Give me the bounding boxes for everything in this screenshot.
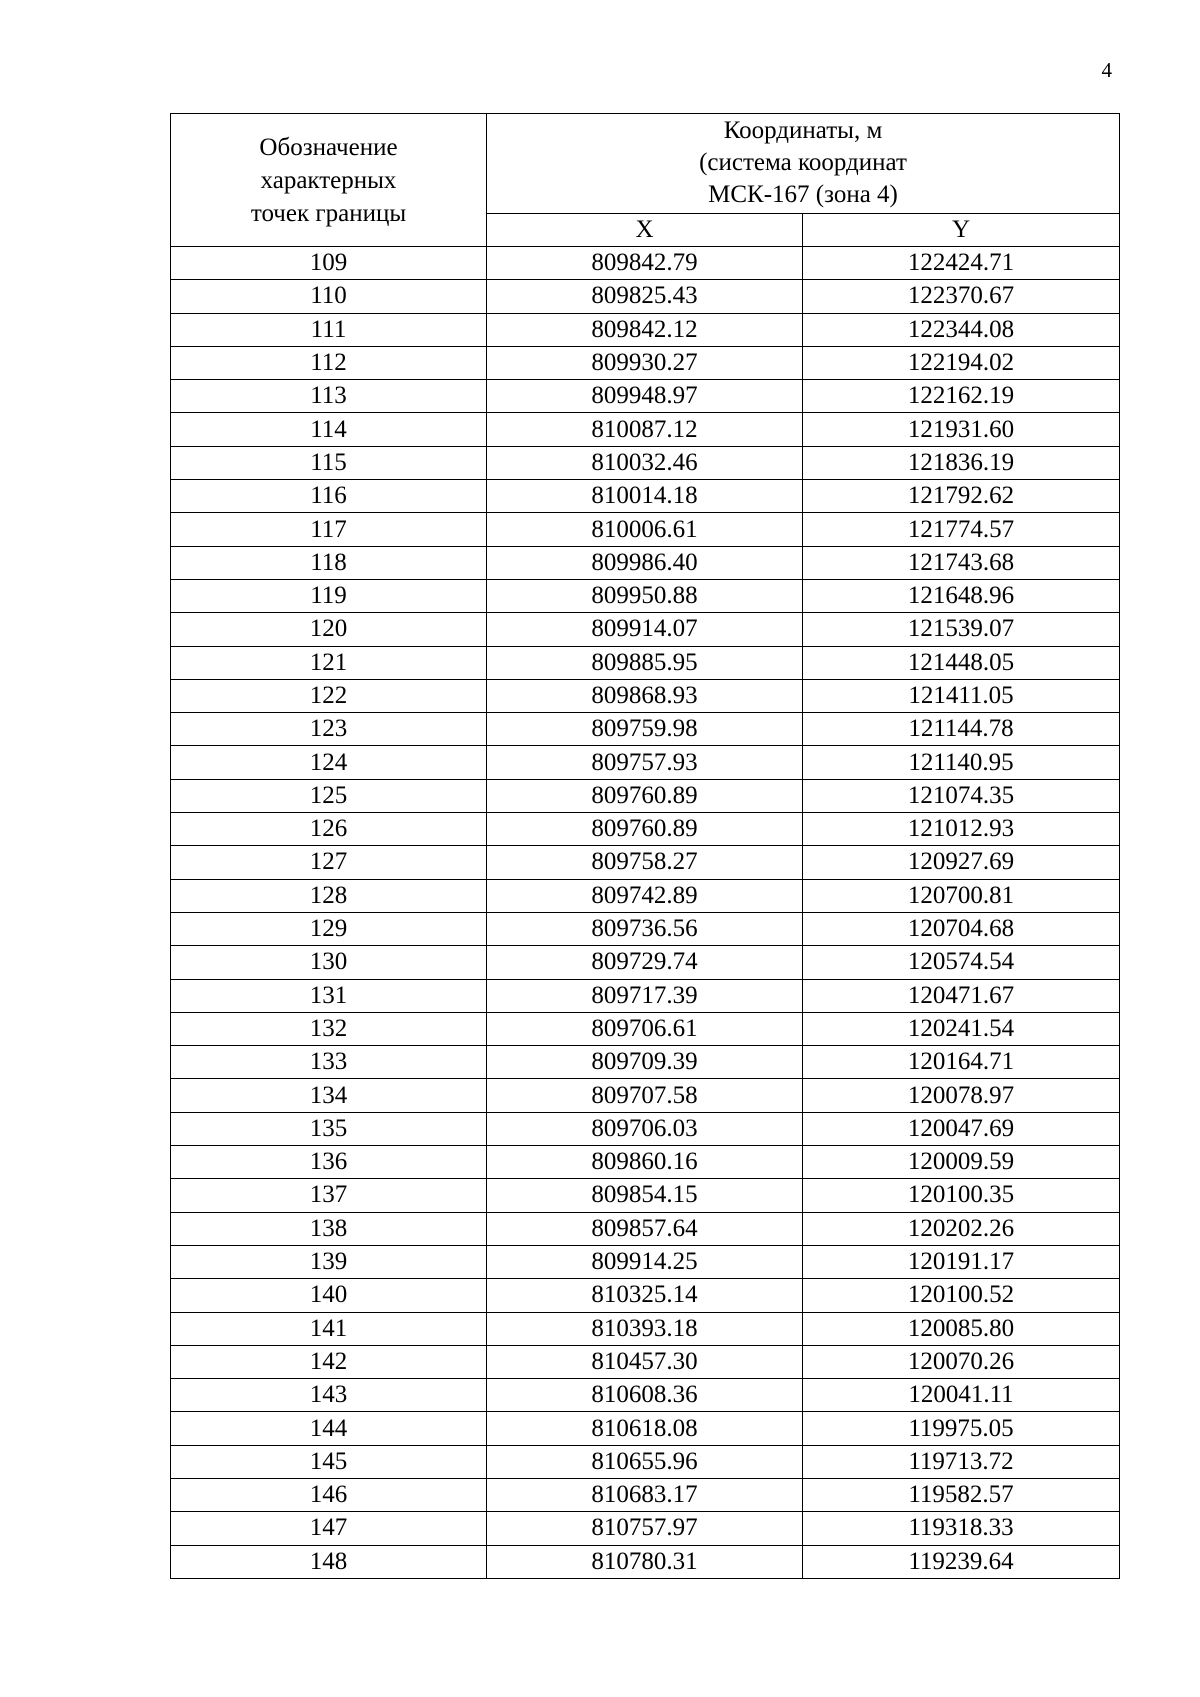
y-cell: 119582.57: [803, 1478, 1120, 1511]
y-cell: 121074.35: [803, 779, 1120, 812]
point-cell: 143: [171, 1379, 487, 1412]
y-cell: 122194.02: [803, 346, 1120, 379]
y-cell: 120100.35: [803, 1179, 1120, 1212]
x-cell: 809729.74: [487, 946, 803, 979]
x-cell: 810014.18: [487, 480, 803, 513]
table-row: [171, 579, 1120, 612]
table-row: [171, 1312, 1120, 1345]
x-cell: 810087.12: [487, 413, 803, 446]
x-cell: 810780.31: [487, 1545, 803, 1578]
point-header-line: Обозначение: [259, 133, 398, 161]
x-cell: 809868.93: [487, 679, 803, 712]
x-cell: 809914.25: [487, 1245, 803, 1278]
y-cell: 119975.05: [803, 1412, 1120, 1445]
x-cell: 809736.56: [487, 912, 803, 945]
x-cell: 809757.93: [487, 746, 803, 779]
table-row: [171, 1146, 1120, 1179]
y-cell: 120078.97: [803, 1079, 1120, 1112]
x-cell: 809854.15: [487, 1179, 803, 1212]
point-cell: 145: [171, 1445, 487, 1478]
y-cell: 121012.93: [803, 813, 1120, 846]
point-cell: 131: [171, 979, 487, 1012]
y-cell: 120100.52: [803, 1279, 1120, 1312]
x-cell: 809948.97: [487, 380, 803, 413]
coordinates-column-header: [487, 114, 1120, 214]
table-row: [171, 613, 1120, 646]
point-cell: 146: [171, 1478, 487, 1511]
x-column-header: X: [487, 213, 803, 246]
table-row: [171, 1245, 1120, 1278]
point-cell: 140: [171, 1279, 487, 1312]
y-cell: 121648.96: [803, 579, 1120, 612]
y-cell: 119239.64: [803, 1545, 1120, 1578]
x-cell: 809760.89: [487, 779, 803, 812]
table-row: [171, 946, 1120, 979]
point-cell: 112: [171, 346, 487, 379]
y-cell: 120070.26: [803, 1345, 1120, 1378]
y-cell: 120085.80: [803, 1312, 1120, 1345]
x-cell: 809885.95: [487, 646, 803, 679]
table-row: [171, 247, 1120, 280]
table-row: [171, 1079, 1120, 1112]
table-row: [171, 546, 1120, 579]
point-cell: 129: [171, 912, 487, 945]
point-cell: 138: [171, 1212, 487, 1245]
point-cell: 125: [171, 779, 487, 812]
table-header: [171, 114, 1120, 247]
y-cell: 121774.57: [803, 513, 1120, 546]
table-row: [171, 513, 1120, 546]
y-cell: 122370.67: [803, 280, 1120, 313]
x-cell: 810393.18: [487, 1312, 803, 1345]
coords-header-line: (система координат: [699, 149, 907, 177]
table-row: [171, 1379, 1120, 1412]
x-cell: 809758.27: [487, 846, 803, 879]
x-cell: 809857.64: [487, 1212, 803, 1245]
y-cell: 120202.26: [803, 1212, 1120, 1245]
point-cell: 117: [171, 513, 487, 546]
x-cell: 809950.88: [487, 579, 803, 612]
table-row: [171, 413, 1120, 446]
y-column-header: Y: [803, 213, 1120, 246]
coords-header-line: МСК-167 (зона 4): [708, 181, 898, 209]
table-row: [171, 1478, 1120, 1511]
point-cell: 118: [171, 546, 487, 579]
x-cell: 809717.39: [487, 979, 803, 1012]
x-cell: 809706.61: [487, 1012, 803, 1045]
point-cell: 132: [171, 1012, 487, 1045]
table-row: [171, 1412, 1120, 1445]
y-cell: 122424.71: [803, 247, 1120, 280]
x-cell: 810457.30: [487, 1345, 803, 1378]
point-cell: 133: [171, 1046, 487, 1079]
table-row: [171, 1012, 1120, 1045]
point-cell: 120: [171, 613, 487, 646]
table-row: [171, 446, 1120, 479]
point-cell: 122: [171, 679, 487, 712]
table-row: [171, 1445, 1120, 1478]
x-cell: 810325.14: [487, 1279, 803, 1312]
point-cell: 114: [171, 413, 487, 446]
y-cell: 121792.62: [803, 480, 1120, 513]
table-row: [171, 1279, 1120, 1312]
y-cell: 121411.05: [803, 679, 1120, 712]
point-cell: 147: [171, 1512, 487, 1545]
table-row: [171, 912, 1120, 945]
table-row: [171, 480, 1120, 513]
table-row: [171, 646, 1120, 679]
point-cell: 121: [171, 646, 487, 679]
y-cell: 120009.59: [803, 1146, 1120, 1179]
point-header-line: точек границы: [250, 199, 407, 227]
table-row: [171, 1112, 1120, 1145]
point-cell: 144: [171, 1412, 487, 1445]
page-number: 4: [1101, 58, 1112, 82]
point-cell: 148: [171, 1545, 487, 1578]
point-cell: 130: [171, 946, 487, 979]
table-row: [171, 846, 1120, 879]
y-cell: 122344.08: [803, 313, 1120, 346]
y-cell: 121743.68: [803, 546, 1120, 579]
x-cell: 809930.27: [487, 346, 803, 379]
y-cell: 120191.17: [803, 1245, 1120, 1278]
coordinates-table: [170, 113, 1120, 1579]
table-row: [171, 280, 1120, 313]
x-cell: 809842.12: [487, 313, 803, 346]
y-cell: 121144.78: [803, 713, 1120, 746]
point-cell: 119: [171, 579, 487, 612]
x-cell: 810683.17: [487, 1478, 803, 1511]
y-cell: 120047.69: [803, 1112, 1120, 1145]
table-body: [171, 247, 1120, 1579]
y-cell: 120574.54: [803, 946, 1120, 979]
y-cell: 122162.19: [803, 380, 1120, 413]
y-cell: 119318.33: [803, 1512, 1120, 1545]
y-cell: 121140.95: [803, 746, 1120, 779]
point-cell: 139: [171, 1245, 487, 1278]
y-cell: 120164.71: [803, 1046, 1120, 1079]
y-cell: 120927.69: [803, 846, 1120, 879]
x-cell: 809914.07: [487, 613, 803, 646]
point-cell: 136: [171, 1146, 487, 1179]
point-header-line: характерных: [260, 166, 397, 194]
point-cell: 110: [171, 280, 487, 313]
point-cell: 142: [171, 1345, 487, 1378]
y-cell: 120471.67: [803, 979, 1120, 1012]
x-cell: 809759.98: [487, 713, 803, 746]
table-row: [171, 679, 1120, 712]
table-row: [171, 879, 1120, 912]
table-row: [171, 746, 1120, 779]
x-cell: 809706.03: [487, 1112, 803, 1145]
table-row: [171, 813, 1120, 846]
point-cell: 141: [171, 1312, 487, 1345]
x-cell: 809742.89: [487, 879, 803, 912]
x-cell: 809860.16: [487, 1146, 803, 1179]
x-cell: 809709.39: [487, 1046, 803, 1079]
x-cell: 809986.40: [487, 546, 803, 579]
point-cell: 137: [171, 1179, 487, 1212]
table-row: [171, 1512, 1120, 1545]
y-cell: 121836.19: [803, 446, 1120, 479]
point-cell: 115: [171, 446, 487, 479]
x-cell: 810618.08: [487, 1412, 803, 1445]
table-row: [171, 779, 1120, 812]
point-cell: 128: [171, 879, 487, 912]
table-row: [171, 1345, 1120, 1378]
y-cell: 121931.60: [803, 413, 1120, 446]
point-cell: 135: [171, 1112, 487, 1145]
point-cell: 116: [171, 480, 487, 513]
y-cell: 120700.81: [803, 879, 1120, 912]
x-cell: 810032.46: [487, 446, 803, 479]
point-cell: 111: [171, 313, 487, 346]
y-cell: 121448.05: [803, 646, 1120, 679]
table-row: [171, 1179, 1120, 1212]
point-cell: 126: [171, 813, 487, 846]
point-cell: 109: [171, 247, 487, 280]
x-cell: 809825.43: [487, 280, 803, 313]
y-cell: 119713.72: [803, 1445, 1120, 1478]
table-row: [171, 346, 1120, 379]
x-cell: 809707.58: [487, 1079, 803, 1112]
point-cell: 113: [171, 380, 487, 413]
x-cell: 810757.97: [487, 1512, 803, 1545]
point-cell: 127: [171, 846, 487, 879]
point-cell: 134: [171, 1079, 487, 1112]
point-cell: 123: [171, 713, 487, 746]
y-cell: 120241.54: [803, 1012, 1120, 1045]
x-cell: 809842.79: [487, 247, 803, 280]
table-row: [171, 380, 1120, 413]
table-row: [171, 313, 1120, 346]
y-cell: 120704.68: [803, 912, 1120, 945]
x-cell: 810655.96: [487, 1445, 803, 1478]
y-cell: 121539.07: [803, 613, 1120, 646]
point-cell: 124: [171, 746, 487, 779]
x-cell: 809760.89: [487, 813, 803, 846]
table-row: [171, 1212, 1120, 1245]
coords-header-line: Координаты, м: [723, 117, 883, 145]
point-column-header: [171, 114, 487, 247]
table-row: [171, 713, 1120, 746]
x-cell: 810608.36: [487, 1379, 803, 1412]
table-row: [171, 1046, 1120, 1079]
table-row: [171, 1545, 1120, 1578]
y-cell: 120041.11: [803, 1379, 1120, 1412]
x-cell: 810006.61: [487, 513, 803, 546]
table-row: [171, 979, 1120, 1012]
